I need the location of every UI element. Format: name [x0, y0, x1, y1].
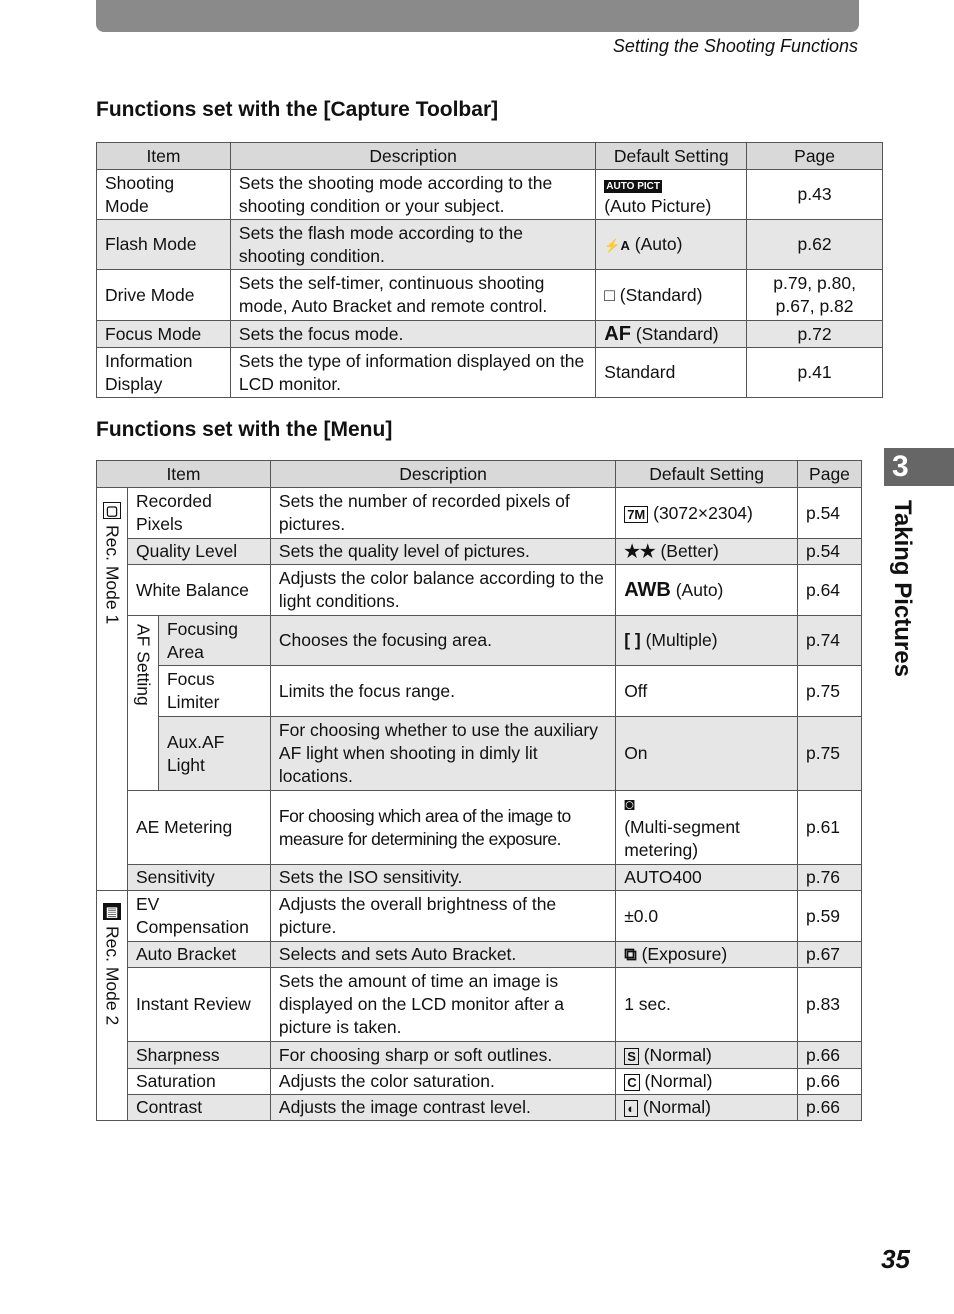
table-row — [97, 488, 862, 539]
page-cell: p.75 — [797, 666, 861, 717]
7m-pixels-icon: 7M — [624, 506, 648, 523]
page-cell: p.66 — [797, 1042, 861, 1069]
item-cell: Drive Mode — [97, 270, 231, 321]
item-cell: Sensitivity — [127, 865, 270, 891]
item-cell: Sharpness — [127, 1042, 270, 1069]
table-row — [97, 1069, 862, 1095]
desc-cell: Adjusts the color balance according to the light conditions. — [270, 565, 615, 616]
running-title: Setting the Shooting Functions — [612, 36, 858, 56]
default-cell: ⚡A (Auto) — [596, 220, 747, 270]
page-cell: p.54 — [797, 488, 861, 539]
rec-mode-1-group: ▢ Rec. Mode 1 — [97, 488, 128, 891]
multi-segment-metering-icon: ◙ — [624, 794, 635, 814]
quality-stars-icon: ★★ — [624, 541, 656, 561]
desc-cell: For choosing sharp or soft outlines. — [270, 1042, 615, 1069]
default-cell: Off — [616, 666, 798, 717]
page-cell: p.66 — [797, 1095, 861, 1121]
item-cell: White Balance — [127, 565, 270, 616]
chapter-title: Taking Pictures — [889, 500, 916, 677]
table-row — [97, 220, 883, 270]
item-cell: Shooting Mode — [97, 170, 231, 220]
table-row — [97, 791, 862, 865]
item-cell: Focus Mode — [97, 321, 231, 348]
item-cell: Flash Mode — [97, 220, 231, 270]
table-row — [97, 170, 883, 220]
desc-cell: Adjusts the overall brightness of the picture. — [270, 891, 615, 942]
table-row — [97, 942, 862, 968]
desc-cell: Sets the focus mode. — [230, 321, 595, 348]
item-cell: Focus Limiter — [158, 666, 270, 717]
default-cell: S (Normal) — [616, 1042, 798, 1069]
item-cell: Saturation — [127, 1069, 270, 1095]
page-cell: p.75 — [797, 717, 861, 791]
auto-picture-icon: AUTO PICT — [606, 180, 661, 192]
awb-icon: AWB — [624, 578, 671, 601]
col-header: Page — [747, 143, 883, 170]
desc-cell: Sets the ISO sensitivity. — [270, 865, 615, 891]
desc-cell: For choosing whether to use the auxiliary AF light when shooting in dimly lit locations. — [270, 717, 615, 791]
desc-cell: Sets the self-timer, continuous shooting mode, Auto Bracket and remote control. — [230, 270, 595, 321]
item-cell: Quality Level — [127, 539, 270, 565]
default-cell: AF (Standard) — [596, 321, 747, 348]
page-cell: p.62 — [747, 220, 883, 270]
af-icon: AF — [604, 322, 631, 345]
desc-cell: Sets the flash mode according to the shooting condition. — [230, 220, 595, 270]
table-row — [97, 565, 862, 616]
page-cell: p.43 — [747, 170, 883, 220]
desc-cell: Sets the type of information displayed on the LCD monitor. — [230, 348, 595, 398]
desc-cell: Sets the quality level of pictures. — [270, 539, 615, 565]
table-row — [97, 1042, 862, 1069]
item-cell: Auto Bracket — [127, 942, 270, 968]
item-cell: Information Display — [97, 348, 231, 398]
col-header: Page — [797, 461, 861, 488]
col-header: Description — [230, 143, 595, 170]
default-cell: AWB (Auto) — [616, 565, 798, 616]
menu-table — [96, 460, 862, 1121]
desc-cell: Limits the focus range. — [270, 666, 615, 717]
af-setting-group: AF Setting — [127, 616, 158, 791]
col-header: Description — [270, 461, 615, 488]
table-row — [97, 270, 883, 321]
flash-auto-icon: ⚡A — [604, 237, 630, 253]
contrast-icon: ◐ — [624, 1100, 638, 1117]
page-cell: p.61 — [797, 791, 861, 865]
table-row — [97, 616, 862, 666]
item-cell: Instant Review — [127, 968, 270, 1042]
table-row — [97, 666, 862, 717]
camera-mode-icon: ▢ — [103, 502, 121, 519]
page-cell: p.74 — [797, 616, 861, 666]
default-cell: □ (Standard) — [596, 270, 747, 321]
default-cell: AUTO400 — [616, 865, 798, 891]
table-row — [97, 321, 883, 348]
default-cell: ◙ (Multi-segment metering) — [616, 791, 798, 865]
item-cell: Aux.AF Light — [158, 717, 270, 791]
capture-table — [96, 142, 883, 398]
item-cell: Recorded Pixels — [127, 488, 270, 539]
default-cell: 1 sec. — [616, 968, 798, 1042]
page-cell: p.54 — [797, 539, 861, 565]
saturation-icon: C — [624, 1074, 639, 1091]
col-header: Item — [97, 461, 271, 488]
desc-cell: Sets the amount of time an image is displayed on the LCD monitor after a picture is taken. — [270, 968, 615, 1042]
rec-mode-2-icon: ▤ — [103, 903, 121, 920]
table-row — [97, 1095, 862, 1121]
table-row — [97, 348, 883, 398]
col-header: Default Setting — [616, 461, 798, 488]
header-bar — [96, 0, 859, 32]
sharpness-icon: S — [624, 1048, 639, 1065]
table-row — [97, 865, 862, 891]
desc-cell: Adjusts the image contrast level. — [270, 1095, 615, 1121]
item-cell: Contrast — [127, 1095, 270, 1121]
standard-drive-icon: □ — [604, 284, 615, 305]
table-row — [97, 968, 862, 1042]
page-cell: p.59 — [797, 891, 861, 942]
table-row — [97, 717, 862, 791]
desc-cell: Selects and sets Auto Bracket. — [270, 942, 615, 968]
page-cell: p.67 — [797, 942, 861, 968]
page-cell: p.64 — [797, 565, 861, 616]
table-row — [97, 891, 862, 942]
default-cell: ◐ (Normal) — [616, 1095, 798, 1121]
page-cell: p.83 — [797, 968, 861, 1042]
menu-heading: Functions set with the [Menu] — [96, 418, 393, 441]
page-cell: p.79, p.80, p.67, p.82 — [747, 270, 883, 321]
item-cell: EV Compensation — [127, 891, 270, 942]
default-cell: C (Normal) — [616, 1069, 798, 1095]
table-row — [97, 539, 862, 565]
default-cell: [ ] (Multiple) — [616, 616, 798, 666]
desc-cell: For choosing which area of the image to measure for determining the exposure. — [270, 791, 615, 865]
item-cell: Focusing Area — [158, 616, 270, 666]
default-cell: Standard — [596, 348, 747, 398]
col-header: Default Setting — [596, 143, 747, 170]
default-cell: AUTO PICT (Auto Picture) — [596, 170, 747, 220]
exposure-bracket-icon: ⧉ — [624, 944, 637, 964]
item-cell: AE Metering — [127, 791, 270, 865]
page-cell: p.41 — [747, 348, 883, 398]
default-cell: On — [616, 717, 798, 791]
multiple-af-icon: [ ] — [624, 630, 641, 650]
default-cell: ⧉ (Exposure) — [616, 942, 798, 968]
page-number: 35 — [881, 1244, 910, 1274]
page-cell: p.72 — [747, 321, 883, 348]
rec-mode-2-group: ▤ Rec. Mode 2 — [97, 891, 128, 1121]
default-cell: ★★ (Better) — [616, 539, 798, 565]
desc-cell: Adjusts the color saturation. — [270, 1069, 615, 1095]
page-cell: p.76 — [797, 865, 861, 891]
capture-heading: Functions set with the [Capture Toolbar] — [96, 98, 499, 121]
default-cell: 7M (3072×2304) — [616, 488, 798, 539]
page-cell: p.66 — [797, 1069, 861, 1095]
chapter-number-tab: 3 — [884, 448, 954, 486]
desc-cell: Sets the number of recorded pixels of pictures. — [270, 488, 615, 539]
col-header: Item — [97, 143, 231, 170]
desc-cell: Chooses the focusing area. — [270, 616, 615, 666]
default-cell: ±0.0 — [616, 891, 798, 942]
desc-cell: Sets the shooting mode according to the shooting condition or your subject. — [230, 170, 595, 220]
